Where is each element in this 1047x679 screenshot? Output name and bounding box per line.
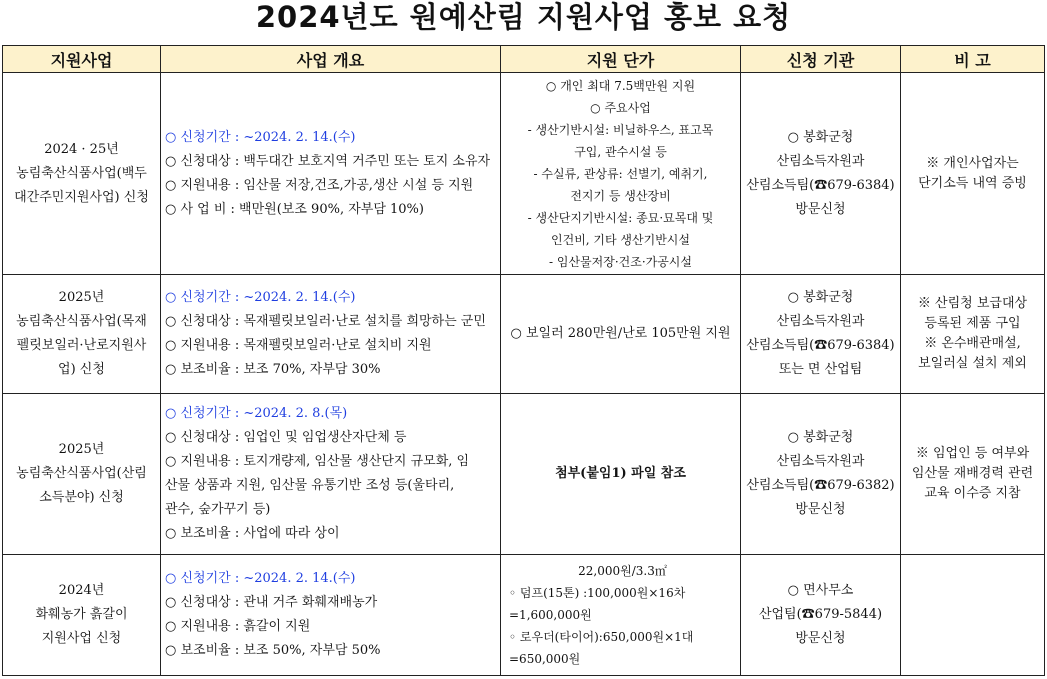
note-line: 등록된 제품 구입 — [924, 316, 1021, 332]
program-line: 2024 · 25년 — [44, 141, 119, 157]
price-line: 22,000원/3.3㎡ — [578, 564, 667, 579]
agency-phone: 산림소득팀(☎679-6384) — [746, 177, 895, 193]
agency-line: ○ 봉화군청 — [787, 430, 854, 446]
program-line: 농림축산식품사업(산림 — [16, 466, 147, 482]
application-period: ○ 신청기간 : ~2024. 2. 14.(수) — [165, 571, 356, 587]
table-row — [3, 555, 1045, 676]
note-line: ※ 산림청 보급대상 — [917, 296, 1028, 312]
program-line: 2025년 — [58, 442, 105, 458]
overview-line: ○ 사 업 비 : 백만원(보조 90%, 자부담 10%) — [165, 201, 424, 217]
agency-line: 산림소득자원과 — [776, 314, 865, 330]
agency-cell — [741, 73, 901, 275]
program-line: 업) 신청 — [58, 362, 105, 378]
note-line: ※ 온수배관매설, — [924, 336, 1021, 352]
note-cell — [901, 555, 1045, 676]
overview-cell — [161, 555, 501, 676]
overview-line: 산물 상품과 지원, 임산물 유통기반 조성 등(울타리, — [165, 478, 455, 494]
agency-line: ○ 봉화군청 — [787, 129, 854, 145]
header-program: 지원사업 — [3, 46, 161, 73]
program-line: 화훼농가 흙갈이 — [35, 607, 128, 623]
note-line: 보일러실 설치 제외 — [918, 356, 1027, 372]
price-line: ○ 개인 최대 7.5백만원 지원 — [545, 78, 696, 93]
price-line: ◦ 로우더(타이어):650,000원×1대 — [509, 630, 694, 645]
agency-line: 또는 면 산업팀 — [778, 362, 863, 378]
note-line: ※ 임업인 등 여부와 — [915, 446, 1030, 462]
header-agency: 신청 기관 — [741, 46, 901, 73]
price-line: 전지기 등 생산장비 — [570, 188, 671, 203]
agency-cell — [741, 555, 901, 676]
program-line: 지원사업 신청 — [41, 631, 122, 647]
support-program-table — [2, 45, 1045, 676]
agency-line: ○ 봉화군청 — [787, 290, 854, 306]
header-overview: 사업 개요 — [161, 46, 501, 73]
note-line: 임산물 재배경력 관련 — [911, 466, 1034, 482]
price-cell — [501, 275, 741, 394]
overview-line: ○ 보조비율 : 보조 70%, 자부담 30% — [165, 362, 381, 378]
price-line: ◦ 덤프(15톤) :100,000원×16차 — [509, 586, 686, 601]
note-cell — [901, 73, 1045, 275]
overview-line: ○ 보조비율 : 보조 50%, 자부담 50% — [165, 643, 381, 659]
agency-phone: 산림소득팀(☎679-6382) — [746, 478, 895, 494]
overview-line: ○ 신청대상 : 백두대간 보호지역 거주민 또는 토지 소유자 — [165, 153, 491, 169]
note-line: ※ 개인사업자는 — [926, 155, 1019, 171]
program-line: 펠릿보일러·난로지원사 — [16, 338, 147, 354]
program-line: 대간주민지원사업) 신청 — [14, 189, 149, 205]
program-cell — [3, 394, 161, 555]
attachment-reference: 첨부(붙임1) 파일 참조 — [555, 466, 686, 482]
page-title: 2024년도 원예산림 지원사업 홍보 요청 — [255, 0, 792, 34]
agency-line: 방문신청 — [795, 631, 846, 647]
note-line: 교육 이수증 지참 — [924, 486, 1021, 502]
price-line: - 생산기반시설: 비닐하우스, 표고목 — [527, 122, 714, 137]
price-cell — [501, 394, 741, 555]
agency-cell — [741, 275, 901, 394]
overview-line: ○ 지원내용 : 토지개량제, 임산물 생산단지 규모화, 임 — [165, 454, 470, 470]
price-line: 인건비, 기타 생산기반시설 — [551, 232, 690, 247]
overview-cell — [161, 275, 501, 394]
overview-cell — [161, 73, 501, 275]
overview-line: ○ 지원내용 : 목재펠릿보일러·난로 설치비 지원 — [165, 338, 432, 354]
program-cell — [3, 555, 161, 676]
note-line: 단기소득 내역 증빙 — [918, 175, 1027, 191]
overview-line: 관수, 숲가꾸기 등) — [165, 502, 271, 518]
note-cell — [901, 275, 1045, 394]
overview-line: ○ 지원내용 : 흙갈이 지원 — [165, 619, 311, 635]
price-line: =650,000원 — [509, 652, 581, 667]
application-period: ○ 신청기간 : ~2024. 2. 14.(수) — [165, 290, 356, 306]
agency-phone: 산업팀(☎679-5844) — [758, 607, 883, 623]
overview-line: ○ 지원내용 : 임산물 저장,건조,가공,생산 시설 등 지원 — [165, 177, 474, 193]
program-line: 2025년 — [58, 290, 105, 306]
table-row — [3, 275, 1045, 394]
price-line: - 임산물저장·건조·가공시설 — [548, 254, 692, 269]
overview-line: ○ 보조비율 : 사업에 따라 상이 — [165, 526, 340, 542]
program-line: 농림축산식품사업(백두 — [16, 165, 147, 181]
agency-phone: 산림소득팀(☎679-6384) — [746, 338, 895, 354]
agency-cell — [741, 394, 901, 555]
price-line: - 생산단지기반시설: 종묘·묘목대 및 — [527, 210, 714, 225]
agency-line: 산림소득자원과 — [776, 454, 865, 470]
application-period: ○ 신청기간 : ~2024. 2. 8.(목) — [165, 406, 348, 422]
note-cell — [901, 394, 1045, 555]
agency-line: ○ 면사무소 — [787, 583, 854, 599]
program-cell — [3, 73, 161, 275]
program-cell — [3, 275, 161, 394]
table-row — [3, 394, 1045, 555]
price-line: - 수실류, 관상류: 선별기, 예취기, — [533, 166, 708, 181]
application-period: ○ 신청기간 : ~2024. 2. 14.(수) — [165, 129, 356, 145]
program-line: 2024년 — [58, 583, 105, 599]
price-cell — [501, 73, 741, 275]
program-line: 소득분야) 신청 — [39, 490, 124, 506]
table-row — [3, 73, 1045, 275]
price-line: ○ 주요사업 — [590, 100, 651, 115]
program-line: 농림축산식품사업(목재 — [16, 314, 147, 330]
overview-cell — [161, 394, 501, 555]
price-line: 구입, 관수시설 등 — [574, 144, 667, 159]
table-header-row — [3, 46, 1045, 73]
price-cell — [501, 555, 741, 676]
agency-line: 방문신청 — [795, 502, 846, 518]
overview-line: ○ 신청대상 : 임업인 및 임업생산자단체 등 — [165, 430, 407, 446]
agency-line: 방문신청 — [795, 201, 846, 217]
header-note: 비 고 — [901, 46, 1045, 73]
price-line: ○ 보일러 280만원/난로 105만원 지원 — [510, 326, 731, 342]
overview-line: ○ 신청대상 : 관내 거주 화훼재배농가 — [165, 595, 378, 611]
price-line: =1,600,000원 — [509, 608, 592, 623]
header-price: 지원 단가 — [501, 46, 741, 73]
agency-line: 산림소득자원과 — [776, 153, 865, 169]
overview-line: ○ 신청대상 : 목재펠릿보일러·난로 설치를 희망하는 군민 — [165, 314, 486, 330]
